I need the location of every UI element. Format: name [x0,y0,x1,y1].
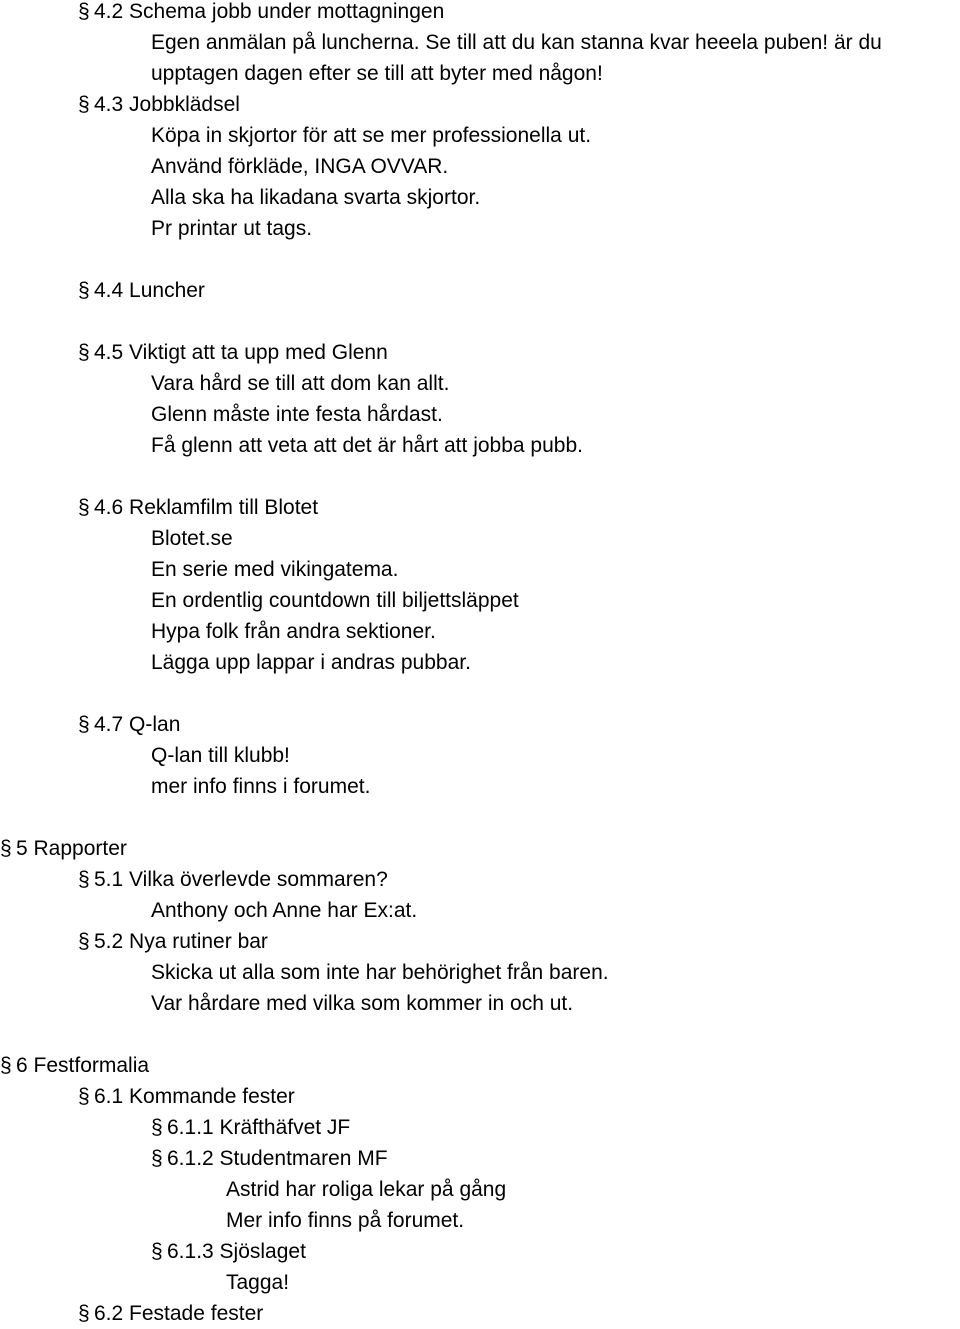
section-sign: § [78,341,90,364]
section-sign: § [78,1302,90,1325]
list-item [0,771,370,802]
list-item [0,151,448,182]
section-heading [0,833,127,864]
list-item [0,616,436,647]
list-item [0,1267,289,1298]
line-text: 6.1.3 Sjöslaget [167,1240,306,1263]
section-heading [0,1236,306,1267]
line-text: Q-lan till klubb! [151,744,290,767]
line-text: 4.5 Viktigt att ta upp med Glenn [94,341,388,364]
line-text: Egen anmälan på luncherna. Se till att du kan stanna kvar heeela puben! är du [151,31,882,54]
list-item [0,647,471,678]
line-text: Köpa in skjortor för att se mer professionella ut. [151,124,592,147]
list-item [0,430,583,461]
line-text: 6.2 Festade fester [94,1302,264,1325]
line-text: Vara hård se till att dom kan allt. [151,372,450,395]
line-text: 5 Rapporter [16,837,127,860]
list-item [0,399,443,430]
list-item [0,988,573,1019]
line-text: Mer info finns på forumet. [226,1209,465,1232]
section-heading [0,1143,388,1174]
list-item [0,58,603,89]
line-text: Få glenn att veta att det är hårt att jobba pubb. [151,434,583,457]
section-sign: § [0,837,12,860]
line-text: En serie med vikingatema. [151,558,399,581]
line-text: Använd förkläde, INGA OVVAR. [151,155,449,178]
section-sign: § [78,868,90,891]
line-text: 5.1 Vilka överlevde sommaren? [94,868,388,891]
line-text: Hypa folk från andra sektioner. [151,620,436,643]
line-text: Lägga upp lappar i andras pubbar. [151,651,471,674]
section-sign: § [78,930,90,953]
list-item [0,1174,506,1205]
line-text: Tagga! [226,1271,290,1294]
section-sign: § [151,1147,163,1170]
line-text: 4.7 Q-lan [94,713,181,736]
section-heading [0,926,268,957]
section-sign: § [78,93,90,116]
section-sign: § [78,496,90,519]
line-text: Var hårdare med vilka som kommer in och ut. [151,992,574,1015]
line-text: En ordentlig countdown till biljettsläppet [151,589,519,612]
list-item [0,27,882,58]
section-sign: § [151,1116,163,1139]
section-sign: § [151,1240,163,1263]
line-text: Astrid har roliga lekar på gång [226,1178,507,1201]
line-text: 4.4 Luncher [94,279,205,302]
section-sign: § [78,713,90,736]
list-item [0,120,591,151]
section-heading [0,492,318,523]
section-heading [0,1112,350,1143]
section-heading [0,89,240,120]
line-text: Pr printar ut tags. [151,217,313,240]
line-text: 6.1 Kommande fester [94,1085,295,1108]
line-text: Alla ska ha likadana svarta skjortor. [151,186,481,209]
list-item [0,213,312,244]
line-text: upptagen dagen efter se till att byter med någon! [151,62,603,85]
line-text: Blotet.se [151,527,233,550]
section-sign: § [78,1085,90,1108]
line-text: 6.1.2 Studentmaren MF [167,1147,388,1170]
line-text: 6 Festformalia [16,1054,150,1077]
section-sign: § [0,1054,12,1077]
list-item [0,740,290,771]
section-sign: § [78,0,90,23]
line-text: Skicka ut alla som inte har behörighet från baren. [151,961,609,984]
section-sign: § [78,279,90,302]
line-text: 5.2 Nya rutiner bar [94,930,268,953]
list-item [0,585,519,616]
list-item [0,1205,464,1236]
line-text: 4.3 Jobbklädsel [94,93,240,116]
section-heading [0,275,205,306]
list-item [0,895,417,926]
section-heading [0,709,180,740]
section-heading [0,1298,263,1329]
section-heading [0,0,444,27]
section-heading [0,864,388,895]
list-item [0,368,449,399]
list-item [0,957,609,988]
section-heading [0,1081,295,1112]
line-text: Anthony och Anne har Ex:at. [151,899,418,922]
line-text: 4.6 Reklamfilm till Blotet [94,496,319,519]
line-text: Glenn måste inte festa hårdast. [151,403,443,426]
line-text: mer info finns i forumet. [151,775,371,798]
section-heading [0,1050,149,1081]
list-item [0,554,398,585]
list-item [0,182,480,213]
list-item [0,523,233,554]
section-heading [0,337,388,368]
line-text: 6.1.1 Kräfthäfvet JF [167,1116,351,1139]
line-text: 4.2 Schema jobb under mottagningen [94,0,445,23]
